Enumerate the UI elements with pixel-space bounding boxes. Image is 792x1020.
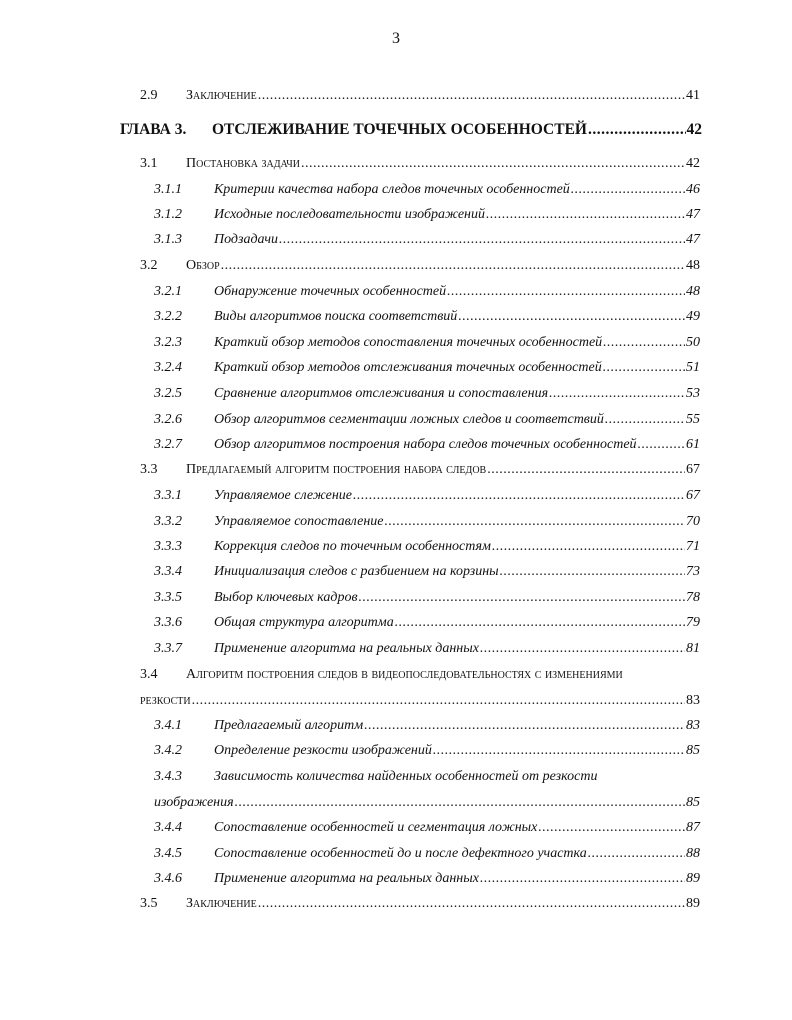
leader-dots [258,88,685,104]
toc-page: 83 [686,718,700,733]
toc-page: 48 [686,258,700,273]
toc-entry-3-3-1 [154,488,700,504]
toc-page: 42 [686,156,700,171]
toc-number: 3.3.1 [154,488,182,503]
toc-title: Виды алгоритмов поиска соответствий [214,309,458,324]
toc-number: 2.9 [140,88,158,103]
toc-entry-3-1-3 [154,232,700,248]
toc-title: Обнаружение точечных особенностей [214,284,447,299]
toc-number: 3.4.5 [154,846,182,861]
toc-page: 42 [686,121,702,138]
leader-dots [605,412,685,428]
leader-dots [447,284,685,300]
toc-page: 71 [686,539,700,554]
leader-dots [359,590,685,606]
toc-page: 55 [686,412,700,427]
toc-page: 79 [686,615,700,630]
toc-page: 46 [686,182,700,197]
toc-title: Коррекция следов по точечным особенностям [214,539,491,554]
toc-title: Зависимость количества найденных особенностей от резкости [214,769,598,784]
toc-number: 3.3.6 [154,615,182,630]
toc-title: Обзор алгоритмов сегментации ложных следов и соответствий [214,412,604,427]
toc-entry-3-3 [140,462,700,478]
toc-page: 89 [686,871,700,886]
toc-page: 73 [686,564,700,579]
toc-number: 3.3.4 [154,564,182,579]
toc-number: 3.1.2 [154,207,182,222]
toc-entry-3-3-5 [154,590,700,606]
chapter-title: ОТСЛЕЖИВАНИЕ ТОЧЕЧНЫХ ОСОБЕННОСТЕЙ [212,121,587,138]
toc-entry-3-3-3 [154,539,700,555]
toc-number: 3.5 [140,896,158,911]
toc-entry-3-3-7 [154,641,700,657]
leader-dots [603,335,685,351]
leader-dots [353,488,685,504]
toc-number: 3.2.7 [154,437,182,452]
toc-title-continued: резкости [140,693,191,708]
toc-page: 47 [686,232,700,247]
toc-page: 53 [686,386,700,401]
toc-title: Выбор ключевых кадров [214,590,358,605]
leader-dots [385,514,686,530]
toc-title: Управляемое сопоставление [214,514,384,529]
toc-number: 3.1.3 [154,232,182,247]
leader-dots [395,615,685,631]
leader-dots [480,871,685,887]
toc-title: Обзор [186,258,220,273]
toc-entry-3-2-5 [154,386,700,402]
leader-dots [538,820,685,836]
toc-entry-3-2-2 [154,309,700,325]
toc-title: Краткий обзор методов сопоставления точечных особенностей [214,335,603,350]
toc-entry-3-3-4 [154,564,700,580]
leader-dots [258,896,685,912]
toc-page: 81 [686,641,700,656]
toc-title: Сопоставление особенностей до и после дефектного участка [214,846,587,861]
chapter-number: ГЛАВА 3. [120,121,187,138]
toc-title: Инициализация следов с разбиением на корзины [214,564,499,579]
toc-number: 3.4.4 [154,820,182,835]
toc-title: Определение резкости изображений [214,743,432,758]
toc-entry-3-1-1 [154,182,700,198]
leader-dots [588,846,685,862]
toc-title: Заключение [186,88,257,103]
toc-page: 47 [686,207,700,222]
toc-entry-3-3-2 [154,514,700,530]
toc-page: 50 [686,335,700,350]
toc-page: 61 [686,437,700,452]
toc-title: Постановка задачи [186,156,300,171]
toc-page: 67 [686,462,700,477]
toc-entry-3-2-6 [154,412,700,428]
toc-entry-3-2-3 [154,335,700,351]
page-number: 3 [392,30,400,47]
toc-entry-3-4-1 [154,718,700,734]
toc-title: Применение алгоритма на реальных данных [214,871,479,886]
leader-dots [603,360,685,376]
toc-page: 51 [686,360,700,375]
toc-entry-3-2-1 [154,284,700,300]
toc-title: Краткий обзор методов отслеживания точечных особенностей [214,360,602,375]
leader-dots [588,121,686,139]
leader-dots [221,258,685,274]
toc-page: 49 [686,309,700,324]
leader-dots [433,743,685,759]
leader-dots [279,232,685,248]
toc-number: 3.2.5 [154,386,182,401]
toc-page: 48 [686,284,700,299]
toc-entry-3-2-4 [154,360,700,376]
toc-entry-3-1-2 [154,207,700,223]
toc-entry-3-2-7 [154,437,700,453]
toc-entry-2-9 [140,88,700,104]
toc-number: 3.1.1 [154,182,182,197]
toc-number: 3.3.7 [154,641,182,656]
toc-title: Общая структура алгоритма [214,615,394,630]
toc-page: 88 [686,846,700,861]
leader-dots [500,564,685,580]
toc-number: 3.4.3 [154,769,182,784]
toc-entry-3-4-4 [154,820,700,836]
toc-number: 3.3 [140,462,158,477]
leader-dots [192,693,685,709]
toc-entry-3-4-3-line1 [154,769,597,785]
toc-number: 3.3.2 [154,514,182,529]
toc-title: Критерии качества набора следов точечных особенностей [214,182,570,197]
toc-page: 85 [686,743,700,758]
toc-title: Обзор алгоритмов построения набора следов точечных особенностей [214,437,637,452]
toc-title: Заключение [186,896,257,911]
toc-title: Управляемое слежение [214,488,352,503]
leader-dots [487,462,685,478]
toc-page: 78 [686,590,700,605]
leader-dots [486,207,685,223]
leader-dots [571,182,685,198]
toc-entry-3-4-5 [154,846,700,862]
toc-entry-3-2 [140,258,700,274]
toc-page: 41 [686,88,700,103]
leader-dots [638,437,685,453]
leader-dots [492,539,685,555]
toc-page: 85 [686,795,700,810]
toc-title: Сравнение алгоритмов отслеживания и сопоставления [214,386,549,401]
toc-number: 3.2.4 [154,360,182,375]
toc-number: 3.2.6 [154,412,182,427]
toc-title: Сопоставление особенностей и сегментация ложных [214,820,538,835]
toc-chapter-3 [120,121,702,139]
toc-entry-3-4-2 [154,743,700,759]
toc-number: 3.2.1 [154,284,182,299]
leader-dots [549,386,685,402]
toc-page: 87 [686,820,700,835]
toc-number: 3.3.3 [154,539,182,554]
toc-page: 70 [686,514,700,529]
toc-title: Исходные последовательности изображений [214,207,485,222]
toc-number: 3.2 [140,258,158,273]
toc-page: 67 [686,488,700,503]
leader-dots [235,795,685,811]
toc-entry-3-4-3-line2 [154,795,700,811]
toc-title: Алгоритм построения следов в видеопоследовательностях с изменениями [186,667,623,682]
toc-page: 89 [686,896,700,911]
toc-title: Применение алгоритма на реальных данных [214,641,479,656]
toc-number: 3.2.2 [154,309,182,324]
toc-number: 3.2.3 [154,335,182,350]
toc-entry-3-5 [140,896,700,912]
leader-dots [458,309,685,325]
leader-dots [301,156,685,172]
toc-number: 3.4.1 [154,718,182,733]
toc-title: Предлагаемый алгоритм построения набора следов [186,462,487,477]
toc-entry-3-4-line1 [140,667,623,683]
toc-number: 3.4.2 [154,743,182,758]
toc-number: 3.4.6 [154,871,182,886]
toc-number: 3.1 [140,156,158,171]
toc-entry-3-4-6 [154,871,700,887]
toc-entry-3-3-6 [154,615,700,631]
toc-number: 3.4 [140,667,158,682]
leader-dots [364,718,685,734]
toc-title: Предлагаемый алгоритм [214,718,364,733]
toc-page: 83 [686,693,700,708]
toc-entry-3-1 [140,156,700,172]
toc-number: 3.3.5 [154,590,182,605]
toc-entry-3-4-line2 [140,693,700,709]
toc-title: Подзадачи [214,232,279,247]
toc-title-continued: изображения [154,795,234,810]
leader-dots [480,641,685,657]
